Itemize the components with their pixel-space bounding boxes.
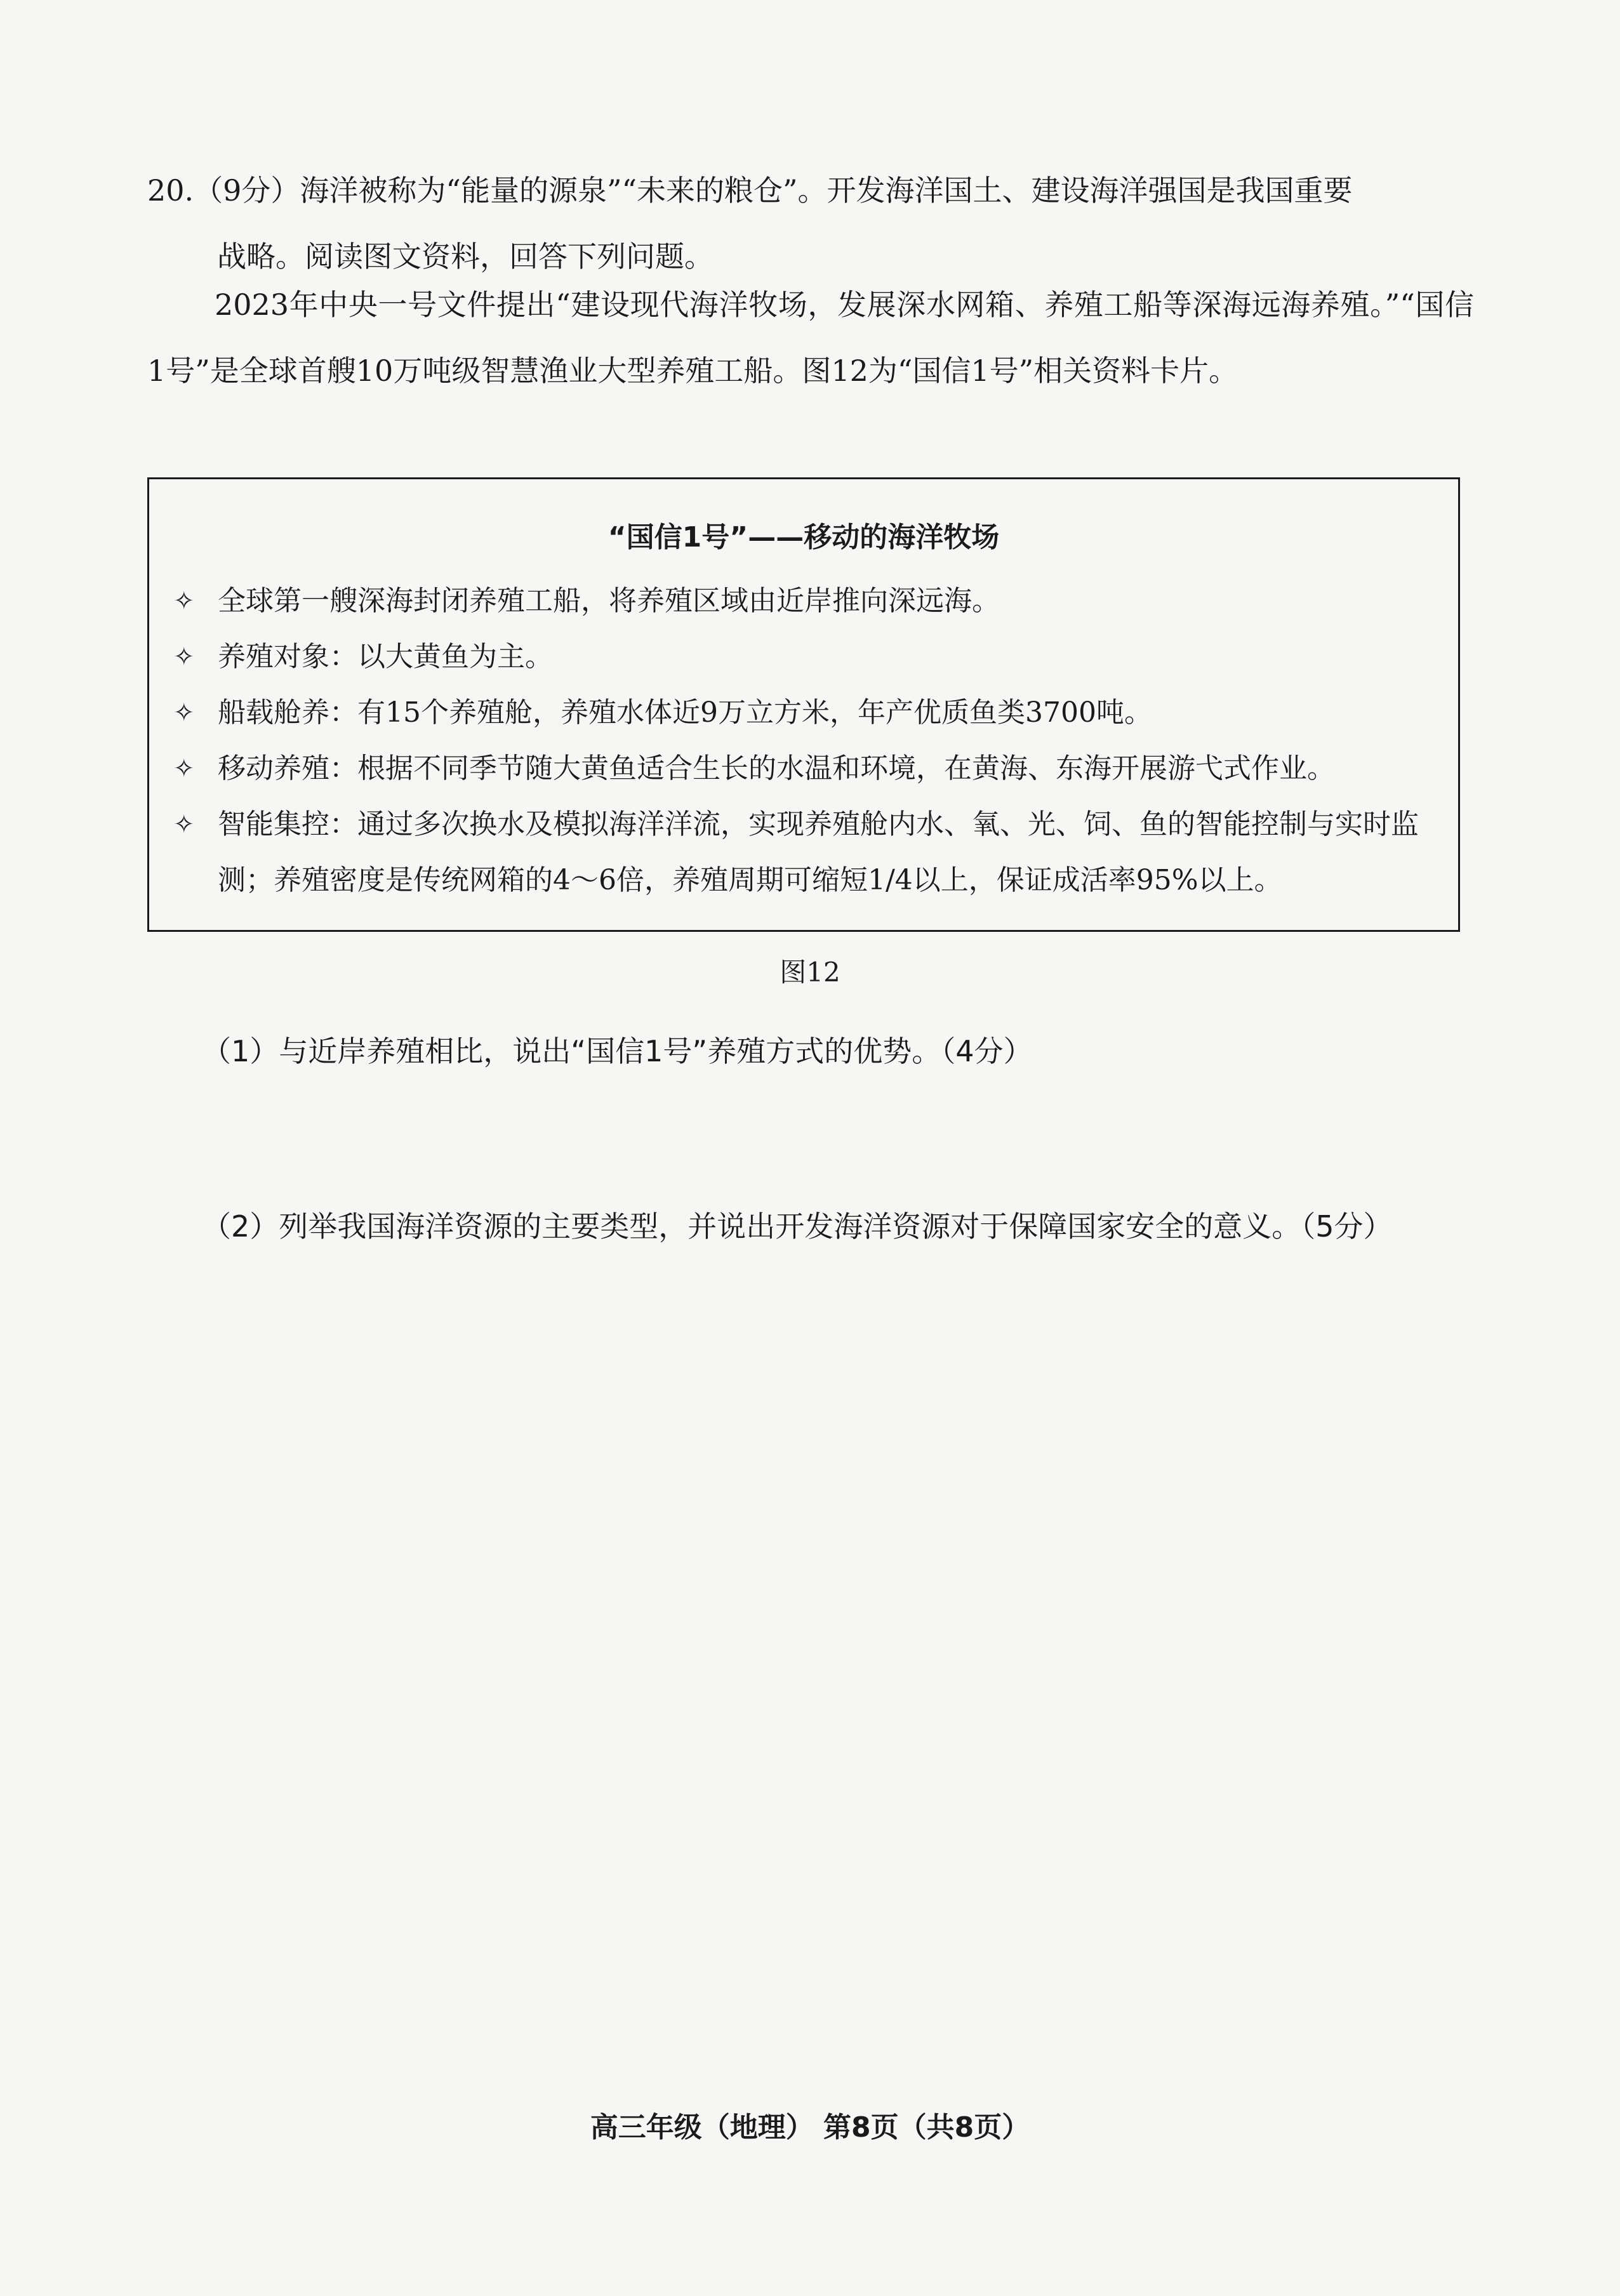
info-card-item-text: 全球第一艘深海封闭养殖工船，将养殖区域由近岸推向深远海。 bbox=[218, 585, 1000, 617]
diamond-star-icon: ✧ bbox=[173, 698, 195, 727]
question-number: 20. bbox=[147, 173, 194, 208]
question-stem-text-1: （9分）海洋被称为“能量的源泉”“未来的粮仓”。开发海洋国土、建设海洋强国是我国重要 bbox=[194, 173, 1353, 208]
background-paragraph: 2023年中央一号文件提出“建设现代海洋牧场，发展深水网箱、养殖工船等深海远海养殖。”“国信1号”是全球首艘10万吨级智慧渔业大型养殖工船。图12为“国信1号”相关资料卡片。 bbox=[147, 288, 1474, 388]
info-card bbox=[147, 477, 1460, 932]
info-card-item-text: 智能集控：通过多次换水及模拟海洋洋流，实现养殖舱内水、氧、光、饲、鱼的智能控制与实时监测；养殖密度是传统网箱的4～6倍，养殖周期可缩短1/4以上，保证成活率95%以上。 bbox=[218, 808, 1419, 896]
info-card-list bbox=[173, 573, 1443, 908]
info-card-item-text: 移动养殖：根据不同季节随大黄鱼适合生长的水温和环境，在黄海、东海开展游弋式作业。 bbox=[218, 752, 1335, 785]
question-20-stem bbox=[147, 157, 1474, 289]
question-stem-line-2: 战略。阅读图文资料，回答下列问题。 bbox=[217, 239, 714, 274]
info-card-item bbox=[173, 685, 1443, 741]
diamond-star-icon: ✧ bbox=[173, 754, 195, 783]
info-card-item-text: 养殖对象：以大黄鱼为主。 bbox=[218, 640, 553, 673]
diamond-star-icon: ✧ bbox=[173, 810, 195, 839]
info-card-item-text: 船载舱养：有15个养殖舱，养殖水体近9万立方米，年产优质鱼类3700吨。 bbox=[218, 696, 1152, 729]
question-stem-line-1 bbox=[147, 157, 1474, 223]
info-card-item bbox=[173, 741, 1443, 797]
diamond-star-icon: ✧ bbox=[173, 587, 195, 616]
sub-question-2: （2）列举我国海洋资源的主要类型，并说出开发海洋资源对于保障国家安全的意义。（5分） bbox=[202, 1209, 1393, 1244]
diamond-star-icon: ✧ bbox=[173, 642, 195, 672]
info-card-item bbox=[173, 797, 1443, 908]
info-card-item bbox=[173, 573, 1443, 629]
info-card-item bbox=[173, 629, 1443, 685]
info-card-title: “国信1号”——移动的海洋牧场 bbox=[608, 521, 1000, 554]
page-footer: 高三年级（地理） 第8页（共8页） bbox=[590, 2111, 1030, 2144]
sub-question-1: （1）与近岸养殖相比，说出“国信1号”养殖方式的优势。（4分） bbox=[202, 1034, 1033, 1068]
figure-caption: 图12 bbox=[780, 957, 840, 988]
